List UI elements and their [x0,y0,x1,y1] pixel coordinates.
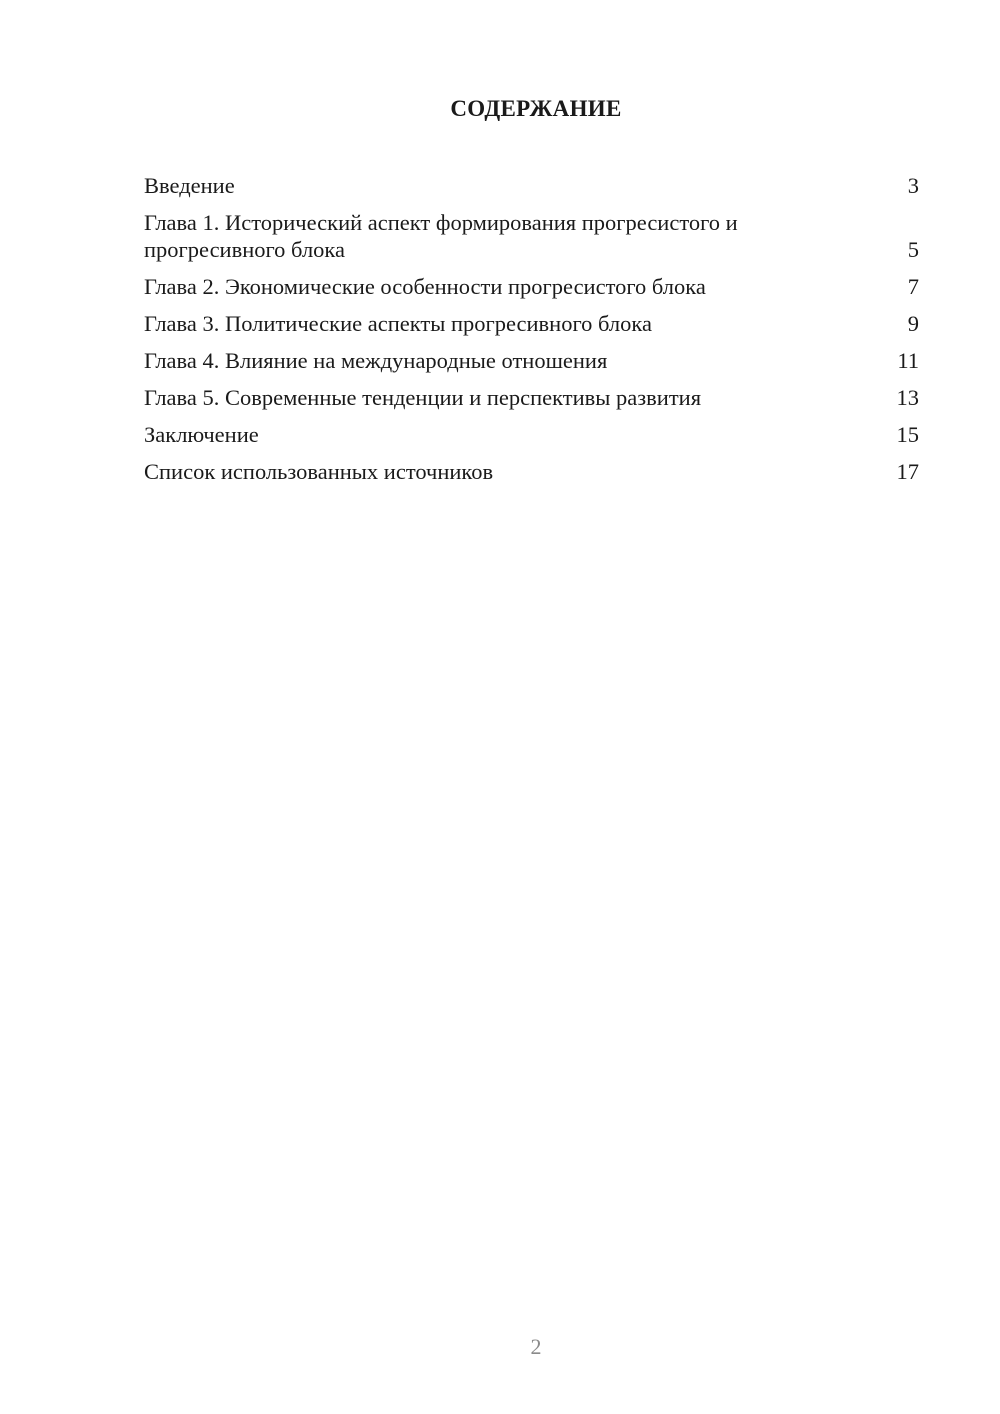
toc-entry-page: 11 [897,348,919,373]
toc-entry-page: 15 [896,422,919,447]
page-number: 2 [530,1334,542,1359]
toc-entry-chapter-4 [144,347,919,374]
toc-entry-chapter-5 [144,384,919,411]
toc-entry-chapter-1 [144,209,919,263]
toc-entry-title: Глава 3. Политические аспекты прогресивного блока [144,311,652,336]
toc-entry-page: 13 [896,385,919,410]
toc-entry-chapter-2 [144,273,919,300]
toc-entry-page: 7 [907,274,919,299]
toc-entry-chapter-3 [144,310,919,337]
toc-entry-title: Список использованных источников [144,459,494,484]
toc-entry-page: 17 [896,459,919,484]
toc-entry-introduction [144,172,919,199]
toc-entry-page: 9 [907,311,919,336]
toc-entry-title: Введение [144,173,235,198]
toc-entry-conclusion [144,421,919,448]
page-title: СОДЕРЖАНИЕ [450,96,622,121]
toc-entry-title: Глава 2. Экономические особенности прогресистого блока [144,274,706,299]
toc-entry-title: Глава 4. Влияние на международные отношения [144,348,608,373]
toc-entry-title: Заключение [144,422,259,447]
table-of-contents [144,172,919,495]
toc-entry-title: Глава 1. Исторический аспект формирования прогресистого и прогресивного блока [144,210,738,262]
toc-entry-title: Глава 5. Современные тенденции и перспективы развития [144,385,702,410]
toc-entry-references [144,458,919,485]
toc-entry-page: 3 [907,173,919,198]
toc-entry-page: 5 [907,237,919,262]
